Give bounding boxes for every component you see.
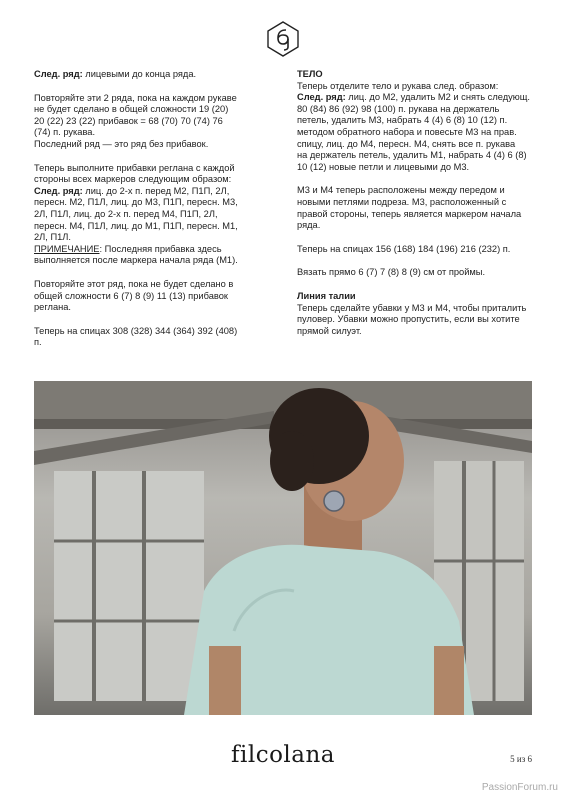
photo-illustration: [34, 381, 532, 715]
section-heading-body: ТЕЛО: [297, 69, 323, 79]
right-paragraph-5: Теперь сделайте убавки у М3 и М4, чтобы приталить пуловер. Убавки можно пропустить, если вы хотите прямой силуэт.: [297, 302, 527, 336]
left-paragraph-2: Повторяйте эти 2 ряда, пока на каждом рукаве не будет сделано в общей сложности 19 (20) 20 (22) 23 (22) прибавок = 68 (70) 70 (74) 76 (74) п. рукава. Последний ряд — это ряд без прибавок.: [34, 92, 237, 149]
model-photo: [34, 381, 532, 715]
brand-logo: filcolana: [230, 742, 336, 768]
right-paragraph-1-intro: Теперь отделите тело и рукава след. образом:: [297, 80, 499, 91]
right-paragraph-3: Теперь на спицах 156 (168) 184 (196) 216 (232) п.: [297, 243, 511, 254]
right-paragraph-2: М3 и М4 теперь расположены между передом и новыми петлями подреза. М3, расположенный с правой стороны, теперь является маркером начала ряда.: [297, 185, 522, 231]
right-paragraph-4: Вязать прямо 6 (7) 7 (8) 8 (9) см от проймы.: [297, 267, 486, 278]
watermark: PassionForum.ru: [481, 782, 558, 793]
left-paragraph-3-intro: Теперь выполните прибавки реглана с каждой стороны всех маркеров следующим образом:: [34, 162, 235, 185]
right-text-column: [297, 69, 533, 349]
left-note: ПРИМЕЧАНИЕ: Последняя прибавка здесь выполняется после маркера начала ряда (М1).: [34, 243, 238, 266]
section-heading-waist: Линия талии: [297, 290, 356, 301]
filcolana-monogram-icon: [266, 20, 300, 58]
left-paragraph-1: След. ряд: лицевыми до конца ряда.: [34, 69, 197, 79]
left-paragraph-3-instructions: След. ряд: лиц. до 2-х п. перед М2, П1П, 2Л, пересн. М2, П1Л, лиц. до М3, П1П, пересн. М3, 2Л, П1Л, лиц. до 2-х п. перед М4, П1П, 2Л, пересн. М4, П1Л, лиц. до М1, П1П, пересн. М1, 2Л, П1Л.: [34, 185, 238, 243]
right-paragraph-1-instructions: След. ряд: лиц. до М2, удалить М2 и снять следующ. 80 (84) 86 (92) 98 (100) п. рукава на держатель петель, удалить М3, набрать 4 (4) 6 (8) 10 (12) п. методом обратного набора и повесьте М3 на прав. спицу, лиц. до М4, пересн. М4, снять все п. рукава на держатель петель, удалить М1, набрать 4 (4) 6 (8) 10 (12) новые петли и лицевыми до М3.: [297, 92, 530, 172]
left-paragraph-4: Повторяйте этот ряд, пока не будет сделано в общей сложности 6 (7) 8 (9) 11 (13) прибавок реглана.: [34, 278, 234, 313]
page-number: 5 из 6: [510, 754, 532, 764]
left-paragraph-5: Теперь на спицах 308 (328) 344 (364) 392 (408) п.: [34, 325, 238, 348]
left-text-column: [34, 69, 274, 361]
